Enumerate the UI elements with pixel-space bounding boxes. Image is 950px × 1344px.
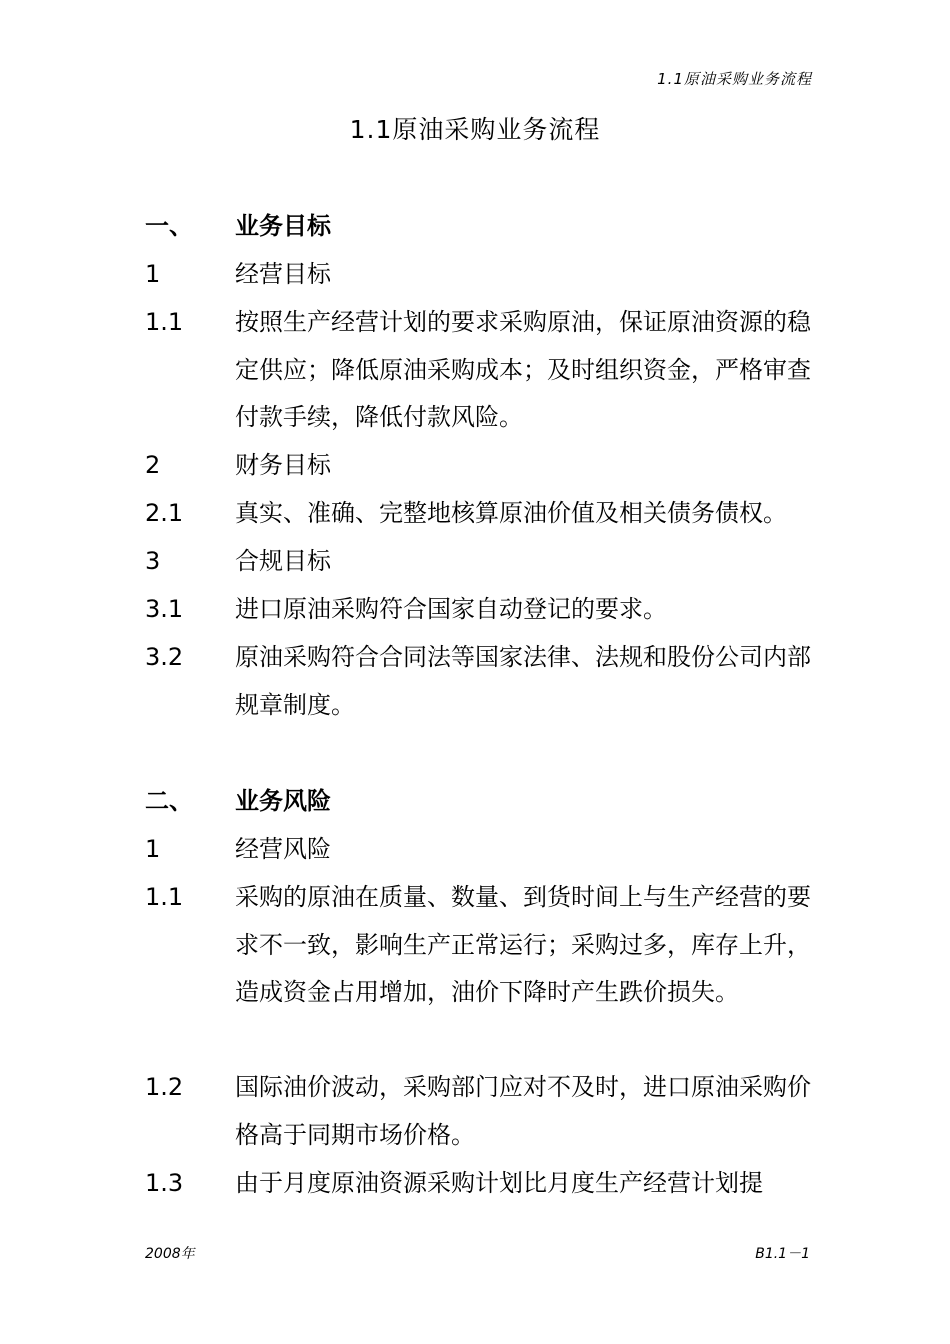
list-item: [145, 1064, 815, 1159]
item-number: 一、: [145, 212, 193, 240]
list-item: [145, 874, 815, 1017]
list-item: [145, 826, 815, 874]
item-number: 3.2: [145, 643, 184, 671]
item-text: 经营风险: [235, 835, 331, 863]
item-number: 二、: [145, 787, 193, 815]
item-number: 1: [145, 835, 161, 863]
item-text: 原油采购符合合同法等国家法律、法规和股份公司内部规章制度。: [235, 643, 811, 719]
footer-year: 2008年: [145, 1246, 195, 1262]
item-text: 合规目标: [235, 547, 331, 575]
item-number: 2: [145, 451, 161, 479]
list-item: [145, 586, 815, 634]
list-item: [145, 490, 815, 538]
list-item: [145, 299, 815, 442]
footer-page-code: B1.1－1: [755, 1246, 810, 1262]
item-number: 3.1: [145, 595, 184, 623]
list-item: [145, 1160, 815, 1208]
document-title: 1.1原油采购业务流程: [349, 115, 601, 144]
item-number: 1.2: [145, 1073, 184, 1101]
list-item: [145, 634, 815, 729]
item-text: 业务风险: [235, 787, 331, 815]
item-text: 真实、准确、完整地核算原油价值及相关债务债权。: [235, 499, 787, 527]
item-text: 进口原油采购符合国家自动登记的要求。: [235, 595, 667, 623]
section-heading: [145, 203, 815, 251]
item-number: 2.1: [145, 499, 184, 527]
running-header: 1.1原油采购业务流程: [657, 70, 812, 88]
item-number: 1: [145, 260, 161, 288]
list-item: [145, 251, 815, 299]
list-item: [145, 442, 815, 490]
item-number: 1.1: [145, 883, 184, 911]
item-number: 1.1: [145, 308, 184, 336]
item-text: 财务目标: [235, 451, 331, 479]
section-heading: [145, 778, 815, 826]
item-number: 1.3: [145, 1169, 184, 1197]
item-text: 经营目标: [235, 260, 331, 288]
item-text: 由于月度原油资源采购计划比月度生产经营计划提: [235, 1169, 763, 1197]
item-number: 3: [145, 547, 161, 575]
item-text: 业务目标: [235, 212, 331, 240]
item-text: 采购的原油在质量、数量、到货时间上与生产经营的要求不一致，影响生产正常运行；采购过多，库存上升，造成资金占用增加，油价下降时产生跌价损失。: [235, 883, 811, 1006]
list-item: [145, 538, 815, 586]
item-text: 国际油价波动，采购部门应对不及时，进口原油采购价格高于同期市场价格。: [235, 1073, 811, 1149]
item-text: 按照生产经营计划的要求采购原油，保证原油资源的稳定供应；降低原油采购成本；及时组织资金，严格审查付款手续，降低付款风险。: [235, 308, 811, 431]
